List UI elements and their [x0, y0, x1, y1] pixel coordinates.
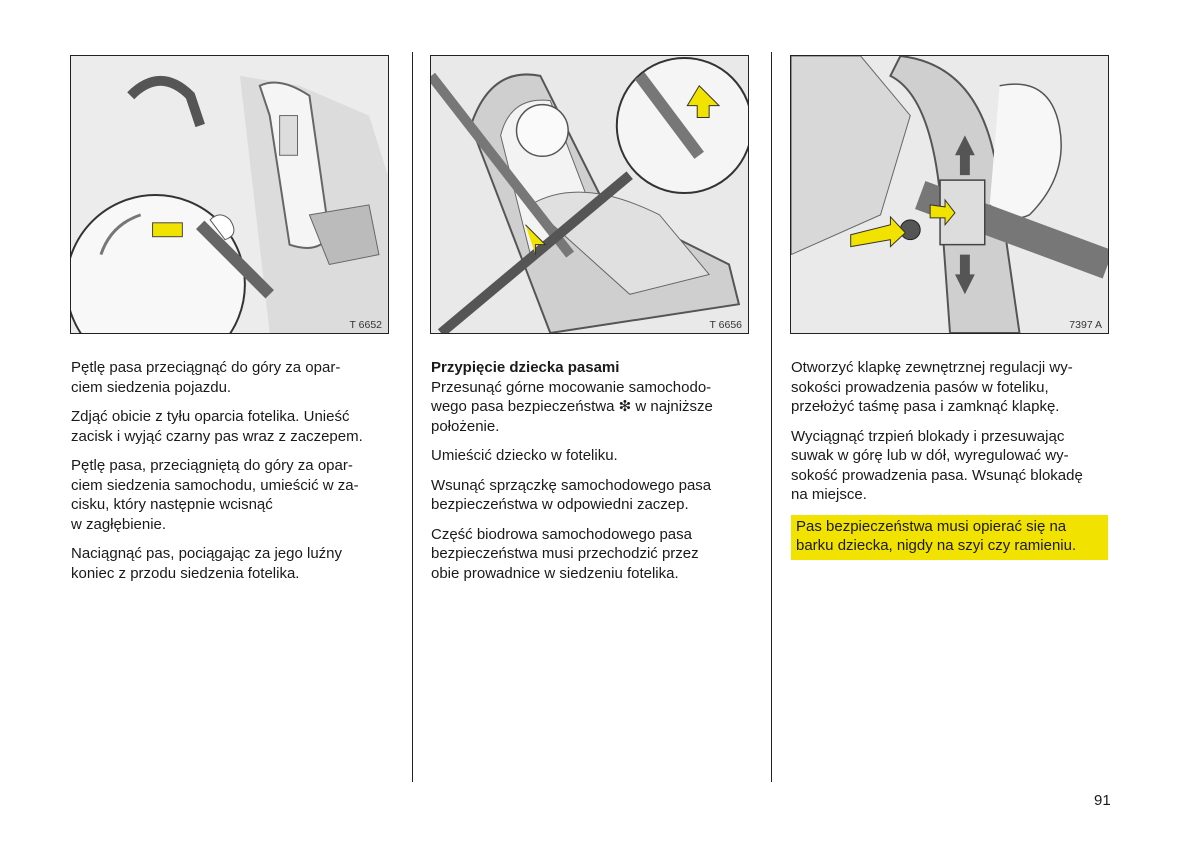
text-line: zacisk i wyjąć czarny pas wraz z zaczepem. — [71, 427, 363, 445]
paragraph — [71, 358, 389, 397]
text-line: Pas bezpieczeństwa musi opierać się na — [796, 517, 1067, 535]
column-1-text — [71, 358, 389, 593]
figure-child-buckled — [430, 55, 749, 334]
page-number: 91 — [1094, 792, 1111, 809]
text-line: Część biodrowa samochodowego pasa — [431, 525, 692, 543]
text-line: sokość prowadzenia pasa. Wsunąć blokadę — [791, 466, 1083, 484]
text-line: ciem siedzenia pojazdu. — [71, 378, 232, 396]
figure-code: T 6656 — [709, 319, 742, 331]
figure-code: T 6652 — [349, 319, 382, 331]
text-line: suwak w górę lub w dół, wyregulować wy- — [791, 447, 1069, 464]
text-line: przełożyć taśmę pasa i zamknąć klapkę. — [791, 398, 1060, 415]
text-line: Wsunąć sprzączkę samochodowego pasa — [431, 476, 712, 494]
paragraph — [71, 407, 389, 446]
section-heading: Przypięcie dziecka pasami — [431, 359, 620, 376]
child-seat-illustration — [431, 56, 748, 333]
text-line: Zdjąć obicie z tyłu oparcia fotelika. Unieść — [71, 408, 350, 425]
text-line: Wyciągnąć trzpień blokady i przesuwając — [791, 427, 1065, 445]
text-line: koniec z przodu siedzenia fotelika. — [71, 564, 300, 582]
column-2-text — [431, 358, 749, 593]
text-line: Pętlę pasa przeciągnąć do góry za opar- — [71, 359, 341, 376]
text-line: obie prowadnice w siedzeniu fotelika. — [431, 564, 679, 582]
text-line: sokości prowadzenia pasów w foteliku, — [791, 378, 1049, 396]
paragraph — [791, 427, 1109, 505]
paragraph — [431, 358, 749, 436]
figure-code: 7397 A — [1069, 319, 1102, 331]
text-line: Pętlę pasa, przeciągniętą do góry za opar- — [71, 457, 353, 474]
column-divider-left — [412, 52, 413, 782]
text-line: barku dziecka, nigdy na szyi czy ramieniu. — [796, 537, 1077, 554]
paragraph — [71, 456, 389, 534]
text-line: w zagłębienie. — [71, 515, 167, 533]
paragraph — [431, 446, 749, 466]
text-line: Naciągnąć pas, pociągając za jego luźny — [71, 545, 343, 562]
text-line: na miejsce. — [791, 486, 867, 503]
text-line: bezpieczeństwa musi przechodzić przez — [431, 545, 699, 562]
paragraph — [431, 525, 749, 584]
text-line: ciem siedzenia samochodu, umieścić w za- — [71, 476, 359, 494]
text-line: Przesunąć górne mocowanie samochodo- — [431, 378, 712, 396]
column-3-text — [791, 358, 1109, 570]
text-line: wego pasa bezpieczeństwa ❇ w najniższe — [431, 398, 713, 415]
text-line: cisku, który następnie wcisnąć — [71, 496, 273, 513]
paragraph — [431, 476, 749, 515]
figure-height-adjust — [790, 55, 1109, 334]
column-divider-right — [771, 52, 772, 782]
warning-box — [791, 515, 1108, 560]
text-line: bezpieczeństwa w odpowiedni zaczep. — [431, 496, 689, 513]
figure-seat-belt-clip — [70, 55, 389, 334]
paragraph — [791, 358, 1109, 417]
paragraph — [71, 544, 389, 583]
text-line: Umieścić dziecko w foteliku. — [431, 447, 618, 464]
seat-back-illustration — [71, 56, 388, 333]
height-adjust-illustration — [791, 56, 1108, 333]
text-line: Otworzyć klapkę zewnętrznej regulacji wy- — [791, 359, 1073, 376]
text-line: położenie. — [431, 417, 500, 435]
